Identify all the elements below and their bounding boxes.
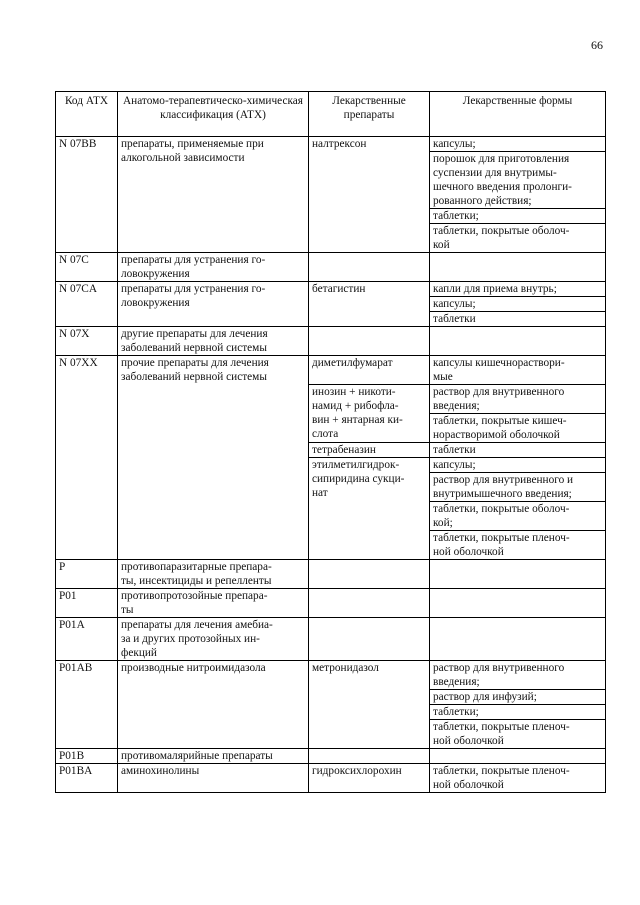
dosage-form	[430, 137, 605, 152]
dosage-form	[430, 282, 605, 297]
atx-code-cell: P01B	[56, 749, 118, 764]
classification-cell	[118, 589, 309, 618]
dosage-form-line: раствор для внутривенного	[433, 386, 565, 398]
dosage-form	[430, 312, 605, 326]
header-forms: Лекарственные формы	[430, 92, 606, 137]
dosage-form	[430, 458, 605, 473]
forms-cell	[430, 356, 606, 560]
drug-cell	[309, 661, 430, 749]
forms-cell	[430, 749, 606, 764]
table-row	[56, 589, 606, 618]
table-row	[56, 749, 606, 764]
classification-line: ловокружения	[121, 297, 190, 309]
drug-name-line: слота	[312, 428, 339, 440]
drug-cell	[309, 764, 430, 793]
header-code: Код АТХ	[56, 92, 118, 137]
drug-name-line: сипиридина сукци-	[312, 473, 405, 485]
header-classification: Анатомо-терапевтическо-химическая классификация (АТХ)	[118, 92, 309, 137]
table-body	[56, 137, 606, 793]
atx-code-cell: P01AB	[56, 661, 118, 749]
header-drugs: Лекарственные препараты	[309, 92, 430, 137]
drug-name-line: этилметилгидрок-	[312, 459, 400, 471]
dosage-form	[430, 720, 605, 748]
dosage-form-line: капсулы;	[433, 459, 476, 471]
drug-cell	[309, 589, 430, 618]
forms-group	[430, 661, 605, 748]
dosage-form-line: таблетки;	[433, 210, 479, 222]
classification-line: ты	[121, 604, 134, 616]
dosage-form-line: раствор для внутривенного и	[433, 474, 574, 486]
classification-line: за и других протозойных ин-	[121, 633, 260, 645]
dosage-form-line: таблетки, покрытые оболоч-	[433, 225, 570, 237]
table-row	[56, 327, 606, 356]
classification-cell	[118, 327, 309, 356]
dosage-form-line: норастворимой оболочкой	[433, 429, 560, 441]
page-number: 66	[591, 38, 603, 52]
forms-group	[430, 458, 605, 559]
classification-line: противопаразитарные препара-	[121, 561, 272, 573]
drug-name-line: метронидазол	[312, 662, 379, 674]
table-row	[56, 560, 606, 589]
dosage-form-line: ной оболочкой	[433, 546, 504, 558]
dosage-form	[430, 152, 605, 209]
table-row	[56, 356, 606, 560]
drug-cell	[309, 560, 430, 589]
drug-block	[309, 443, 429, 458]
dosage-form	[430, 209, 605, 224]
classification-line: ловокружения	[121, 268, 190, 280]
classification-line: аминохинолины	[121, 765, 200, 777]
classification-line: препараты для лечения амебиа-	[121, 619, 273, 631]
dosage-form-line: порошок для приготовления	[433, 153, 570, 165]
classification-line: фекций	[121, 647, 157, 659]
classification-cell	[118, 253, 309, 282]
classification-line: заболеваний нервной системы	[121, 342, 267, 354]
dosage-form-line: таблетки	[433, 313, 476, 325]
classification-line: противомалярийные препараты	[121, 750, 273, 762]
forms-cell	[430, 764, 606, 793]
drug-cell	[309, 282, 430, 327]
table-row	[56, 282, 606, 327]
classification-line: другие препараты для лечения	[121, 328, 268, 340]
forms-cell	[430, 661, 606, 749]
atx-code-cell: N 07CA	[56, 282, 118, 327]
forms-group	[430, 282, 605, 326]
drug-block	[309, 385, 429, 443]
dosage-form	[430, 531, 605, 559]
drug-name-line: вин + янтарная ки-	[312, 414, 403, 426]
forms-cell	[430, 589, 606, 618]
classification-cell	[118, 282, 309, 327]
atx-code-cell: P01	[56, 589, 118, 618]
drug-cell	[309, 618, 430, 661]
dosage-form-line: введения;	[433, 676, 480, 688]
dosage-form-line: таблетки;	[433, 706, 479, 718]
classification-cell	[118, 749, 309, 764]
classification-cell	[118, 661, 309, 749]
dosage-form	[430, 414, 605, 442]
dosage-form-line: раствор для внутривенного	[433, 662, 565, 674]
drug-name-line: бетагистин	[312, 283, 366, 295]
forms-cell	[430, 618, 606, 661]
classification-cell	[118, 137, 309, 253]
classification-line: противопротозойные препара-	[121, 590, 268, 602]
classification-cell	[118, 764, 309, 793]
drug-name-line: инозин + никоти-	[312, 386, 396, 398]
table-row	[56, 661, 606, 749]
atx-code-cell: N 07BB	[56, 137, 118, 253]
table-row	[56, 764, 606, 793]
classification-line: препараты для устранения го-	[121, 254, 266, 266]
forms-group	[430, 443, 605, 458]
atx-code-cell: P01BA	[56, 764, 118, 793]
dosage-form	[430, 356, 605, 384]
dosage-form-line: введения;	[433, 400, 480, 412]
dosage-form-line: кой;	[433, 517, 453, 529]
dosage-form-line: кой	[433, 239, 450, 251]
drug-block	[309, 661, 429, 748]
dosage-form-line: таблетки, покрытые пленоч-	[433, 765, 570, 777]
dosage-form	[430, 473, 605, 502]
drug-name-line: нат	[312, 487, 328, 499]
dosage-form	[430, 224, 605, 252]
drug-cell	[309, 327, 430, 356]
dosage-form-line: таблетки, покрытые оболоч-	[433, 503, 570, 515]
drug-block	[309, 137, 429, 252]
drug-cell	[309, 253, 430, 282]
forms-group	[430, 356, 605, 385]
classification-line: прочие препараты для лечения	[121, 357, 269, 369]
atx-table	[55, 91, 606, 793]
dosage-form-line: мые	[433, 371, 453, 383]
forms-group	[430, 764, 605, 792]
forms-cell	[430, 137, 606, 253]
dosage-form-line: рованного действия;	[433, 195, 532, 207]
atx-code-cell: N 07C	[56, 253, 118, 282]
dosage-form-line: капли для приема внутрь;	[433, 283, 557, 295]
dosage-form-line: раствор для инфузий;	[433, 691, 537, 703]
classification-line: алкогольной зависимости	[121, 152, 245, 164]
dosage-form	[430, 385, 605, 414]
classification-cell	[118, 560, 309, 589]
classification-line: препараты, применяемые при	[121, 138, 264, 150]
dosage-form-line: капсулы;	[433, 138, 476, 150]
dosage-form-line: шечного введения пролонги-	[433, 181, 572, 193]
classification-line: ты, инсектициды и репелленты	[121, 575, 272, 587]
drug-block	[309, 356, 429, 385]
dosage-form	[430, 443, 605, 457]
drug-block	[309, 282, 429, 326]
classification-line: заболеваний нервной системы	[121, 371, 267, 383]
dosage-form	[430, 297, 605, 312]
dosage-form-line: таблетки, покрытые пленоч-	[433, 532, 570, 544]
drug-name-line: гидроксихлорохин	[312, 765, 402, 777]
forms-group	[430, 137, 605, 252]
classification-cell	[118, 356, 309, 560]
drug-name-line: намид + рибофла-	[312, 400, 399, 412]
dosage-form-line: ной оболочкой	[433, 735, 504, 747]
dosage-form	[430, 764, 605, 792]
dosage-form	[430, 502, 605, 531]
drug-name-line: диметилфумарат	[312, 357, 393, 369]
atx-code-cell: P	[56, 560, 118, 589]
forms-group	[430, 385, 605, 443]
dosage-form	[430, 690, 605, 705]
classification-line: производные нитроимидазола	[121, 662, 266, 674]
dosage-form-line: внутримышечного введения;	[433, 488, 572, 500]
dosage-form	[430, 661, 605, 690]
forms-cell	[430, 327, 606, 356]
table-row	[56, 253, 606, 282]
dosage-form-line: таблетки	[433, 444, 476, 456]
atx-code-cell: P01A	[56, 618, 118, 661]
dosage-form-line: капсулы;	[433, 298, 476, 310]
dosage-form-line: таблетки, покрытые кишеч-	[433, 415, 567, 427]
table-header-row	[56, 92, 606, 137]
drug-cell	[309, 356, 430, 560]
table-row	[56, 137, 606, 253]
atx-code-cell: N 07XX	[56, 356, 118, 560]
dosage-form	[430, 705, 605, 720]
drug-name-line: тетрабеназин	[312, 444, 376, 456]
dosage-form-line: капсулы кишечнораствори-	[433, 357, 565, 369]
atx-code-cell: N 07X	[56, 327, 118, 356]
dosage-form-line: ной оболочкой	[433, 779, 504, 791]
dosage-form-line: суспензии для внутримы-	[433, 167, 557, 179]
classification-line: препараты для устранения го-	[121, 283, 266, 295]
drug-name-line: налтрексон	[312, 138, 367, 150]
drug-block	[309, 458, 429, 559]
drug-block	[309, 764, 429, 792]
forms-cell	[430, 282, 606, 327]
table-row	[56, 618, 606, 661]
classification-cell	[118, 618, 309, 661]
dosage-form-line: таблетки, покрытые пленоч-	[433, 721, 570, 733]
forms-cell	[430, 253, 606, 282]
drug-cell	[309, 137, 430, 253]
drug-cell	[309, 749, 430, 764]
forms-cell	[430, 560, 606, 589]
